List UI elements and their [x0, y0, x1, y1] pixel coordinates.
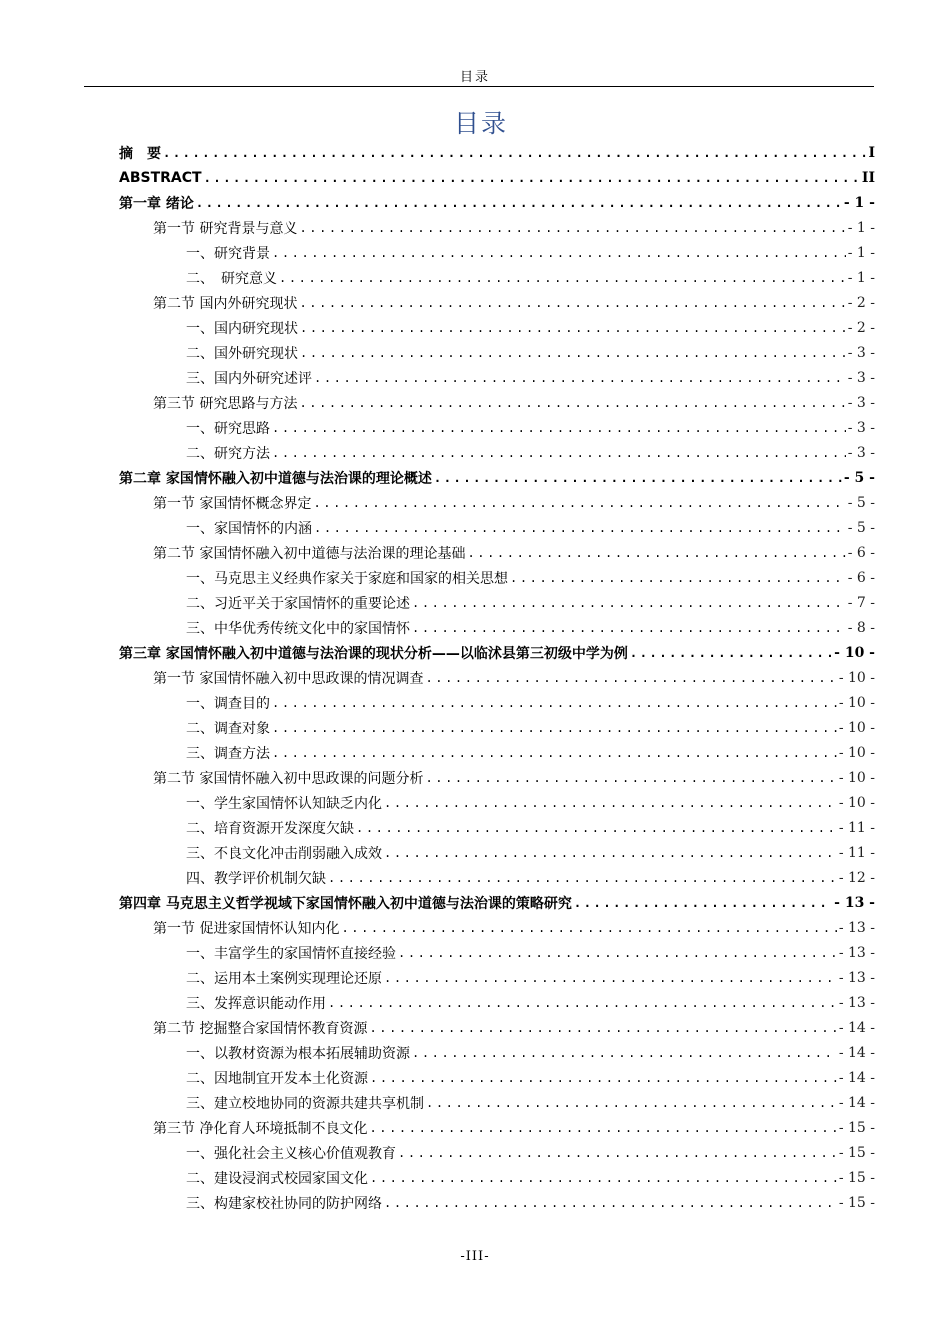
toc-entry[interactable] — [186, 1165, 875, 1190]
toc-leader-dots — [196, 196, 842, 210]
toc-entry-page: - 5 - — [847, 494, 875, 511]
toc-entry-label: 二、 研究意义 — [186, 270, 277, 287]
toc-entry[interactable] — [119, 640, 875, 665]
toc-leader-dots — [630, 646, 832, 660]
toc-entry-page: - 10 - — [838, 744, 875, 761]
toc-entry-page: - 14 - — [838, 1019, 875, 1036]
toc-entry-page: - 3 - — [847, 369, 875, 386]
toc-leader-dots — [384, 1196, 837, 1210]
toc-entry[interactable] — [186, 415, 875, 440]
toc-entry[interactable] — [186, 690, 875, 715]
toc-entry-label: 第二节 挖掘整合家国情怀教育资源 — [153, 1020, 368, 1037]
toc-entry[interactable] — [153, 490, 875, 515]
toc-entry-label: 四、教学评价机制欠缺 — [186, 870, 326, 887]
toc-entry-page: - 3 - — [847, 394, 875, 411]
toc-entry[interactable] — [153, 665, 875, 690]
toc-entry-page: - 15 - — [838, 1144, 875, 1161]
toc-entry-page: - 1 - — [847, 269, 875, 286]
toc-entry-label: 三、中华优秀传统文化中的家国情怀 — [186, 620, 410, 637]
toc-leader-dots — [328, 871, 837, 885]
toc-entry[interactable] — [119, 890, 875, 915]
toc-leader-dots — [369, 1021, 836, 1035]
toc-entry-label: 三、国内外研究述评 — [186, 370, 312, 387]
toc-entry[interactable] — [119, 165, 875, 190]
toc-entry-page: - 10 - — [838, 669, 875, 686]
toc-leader-dots — [204, 171, 860, 185]
toc-leader-dots — [412, 1046, 837, 1060]
toc-leader-dots — [384, 971, 837, 985]
toc-entry-label: 第三节 研究思路与方法 — [153, 395, 298, 412]
toc-entry-page: - 11 - — [838, 844, 875, 861]
toc-entry-page: - 12 - — [838, 869, 875, 886]
toc-leader-dots — [370, 1171, 837, 1185]
toc-entry[interactable] — [153, 1115, 875, 1140]
toc-entry-page: - 15 - — [838, 1119, 875, 1136]
toc-entry-label: 二、国外研究现状 — [186, 345, 298, 362]
toc-leader-dots — [272, 746, 837, 760]
toc-entry[interactable] — [186, 1090, 875, 1115]
toc-entry-page: - 1 - — [847, 219, 875, 236]
toc-entry[interactable] — [186, 1140, 875, 1165]
toc-entry[interactable] — [153, 215, 875, 240]
toc-entry[interactable] — [186, 790, 875, 815]
toc-entry-label: 一、家国情怀的内涵 — [186, 520, 312, 537]
toc-leader-dots — [356, 821, 837, 835]
toc-leader-dots — [384, 846, 837, 860]
toc-entry-label: 二、培育资源开发深度欠缺 — [186, 820, 354, 837]
toc-entry-label: 一、丰富学生的家国情怀直接经验 — [186, 945, 396, 962]
toc-leader-dots — [299, 396, 845, 410]
toc-entry-label: 第二章 家国情怀融入初中道德与法治课的理论概述 — [119, 470, 432, 487]
toc-entry-page: - 3 - — [847, 444, 875, 461]
toc-leader-dots — [299, 296, 845, 310]
toc-entry-page: - 11 - — [838, 819, 875, 836]
toc-entry-label: 三、发挥意识能动作用 — [186, 995, 326, 1012]
toc-entry[interactable] — [186, 365, 875, 390]
toc-entry-page: I — [868, 144, 875, 161]
toc-entry-page: - 1 - — [847, 244, 875, 261]
toc-entry[interactable] — [153, 765, 875, 790]
toc-entry-page: - 8 - — [847, 619, 875, 636]
toc-entry[interactable] — [153, 915, 875, 940]
toc-entry[interactable] — [153, 390, 875, 415]
toc-entry-label: 二、建设浸润式校园家国文化 — [186, 1170, 368, 1187]
toc-leader-dots — [314, 371, 846, 385]
toc-entry-label: 第一节 家国情怀概念界定 — [153, 495, 312, 512]
toc-entry-label: 一、以教材资源为根本拓展辅助资源 — [186, 1045, 410, 1062]
toc-entry[interactable] — [119, 140, 875, 165]
toc-entry-label: 一、国内研究现状 — [186, 320, 298, 337]
toc-leader-dots — [300, 346, 846, 360]
header-rule — [84, 86, 874, 87]
toc-leader-dots — [467, 546, 845, 560]
toc-entry-label: 一、研究背景 — [186, 245, 270, 262]
toc-leader-dots — [398, 946, 837, 960]
toc-entry-label: ABSTRACT — [119, 169, 202, 186]
toc-entry-label: 二、调查对象 — [186, 720, 270, 737]
toc-entry-page: - 13 - — [838, 919, 875, 936]
toc-entry[interactable] — [119, 465, 875, 490]
toc-entry-label: 一、学生家国情怀认知缺乏内化 — [186, 795, 382, 812]
toc-entry[interactable] — [186, 240, 875, 265]
toc-entry-label: 第一节 促进家国情怀认知内化 — [153, 920, 340, 937]
toc-entry-page: - 6 - — [847, 544, 875, 561]
toc-entry-label: 第二节 家国情怀融入初中思政课的问题分析 — [153, 770, 424, 787]
toc-entry-label: 第一章 绪论 — [119, 195, 194, 212]
toc-entry-page: - 6 - — [847, 569, 875, 586]
toc-entry[interactable] — [186, 815, 875, 840]
toc-entry-page: - 1 - — [843, 194, 875, 211]
toc-leader-dots — [426, 1096, 837, 1110]
toc-entry[interactable] — [153, 540, 875, 565]
toc-entry-page: - 14 - — [838, 1044, 875, 1061]
toc-entry[interactable] — [186, 265, 875, 290]
toc-leader-dots — [272, 246, 846, 260]
toc-entry[interactable] — [186, 740, 875, 765]
toc-entry[interactable] — [186, 615, 875, 640]
toc-entry[interactable] — [186, 865, 875, 890]
toc-entry[interactable] — [186, 515, 875, 540]
toc-entry[interactable] — [186, 1190, 875, 1215]
toc-entry-label: 一、研究思路 — [186, 420, 270, 437]
toc-entry-label: 三、调查方法 — [186, 745, 270, 762]
running-header: 目录 — [459, 70, 490, 85]
toc-entry-label: 二、因地制宜开发本土化资源 — [186, 1070, 368, 1087]
toc-entry-page: - 10 - — [838, 794, 875, 811]
toc-entry-label: 三、不良文化冲击削弱融入成效 — [186, 845, 382, 862]
toc-entry-page: - 13 - — [838, 994, 875, 1011]
toc-leader-dots — [279, 271, 846, 285]
toc-entry[interactable] — [186, 715, 875, 740]
toc-entry-page: - 5 - — [847, 519, 875, 536]
toc-leader-dots — [398, 1146, 837, 1160]
toc-entry-label: 二、运用本土案例实现理论还原 — [186, 970, 382, 987]
toc-entry[interactable] — [186, 965, 875, 990]
toc-entry[interactable] — [186, 1065, 875, 1090]
toc-entry[interactable] — [186, 340, 875, 365]
toc-entry-page: - 10 - — [838, 694, 875, 711]
toc-entry-page: - 10 - — [838, 719, 875, 736]
toc-entry-label: 二、研究方法 — [186, 445, 270, 462]
toc-entry-label: 一、调查目的 — [186, 695, 270, 712]
toc-entry-page: - 13 - — [838, 969, 875, 986]
toc-leader-dots — [328, 996, 837, 1010]
toc-entry-page: - 14 - — [838, 1069, 875, 1086]
toc-entry-page: - 10 - — [834, 644, 875, 661]
toc-entry-label: 三、建立校地协同的资源共建共享机制 — [186, 1095, 424, 1112]
toc-entry-page: - 3 - — [847, 419, 875, 436]
toc-entry-page: - 2 - — [847, 319, 875, 336]
toc-entry-page: - 10 - — [838, 769, 875, 786]
toc-entry[interactable] — [153, 1015, 875, 1040]
toc-entry-label: 第四章 马克思主义哲学视域下家国情怀融入初中道德与法治课的策略研究 — [119, 895, 572, 912]
toc-entry-page: - 2 - — [847, 294, 875, 311]
toc-entry[interactable] — [153, 290, 875, 315]
toc-entry-label: 第三章 家国情怀融入初中道德与法治课的现状分析——以临沭县第三初级中学为例 — [119, 645, 628, 662]
toc-leader-dots — [425, 671, 836, 685]
toc-leader-dots — [300, 321, 846, 335]
toc-entry[interactable] — [186, 590, 875, 615]
toc-entry[interactable] — [186, 315, 875, 340]
toc-entry-page: - 7 - — [847, 594, 875, 611]
toc-leader-dots — [272, 696, 837, 710]
toc-entry-page: - 13 - — [834, 894, 875, 911]
toc-leader-dots — [425, 771, 836, 785]
toc-entry-page: - 5 - — [843, 469, 875, 486]
toc-entry[interactable] — [186, 990, 875, 1015]
footer-page-number: -III- — [460, 1249, 490, 1264]
toc-entry-label: 第二节 家国情怀融入初中道德与法治课的理论基础 — [153, 545, 466, 562]
toc-leader-dots — [299, 221, 845, 235]
toc-entry-label: 一、马克思主义经典作家关于家庭和国家的相关思想 — [186, 570, 508, 587]
toc-entry[interactable] — [186, 940, 875, 965]
toc-leader-dots — [510, 571, 846, 585]
toc-leader-dots — [272, 421, 846, 435]
toc-entry-label: 第三节 净化育人环境抵制不良文化 — [153, 1120, 368, 1137]
toc-entry[interactable] — [186, 840, 875, 865]
toc-leader-dots — [272, 721, 837, 735]
toc-leader-dots — [314, 521, 846, 535]
toc-leader-dots — [313, 496, 845, 510]
toc-entry-page: - 15 - — [838, 1194, 875, 1211]
page-title: 目录 — [453, 109, 508, 138]
toc-entry-page: - 14 - — [838, 1094, 875, 1111]
toc-entry-label: 二、习近平关于家国情怀的重要论述 — [186, 595, 410, 612]
toc-leader-dots — [272, 446, 846, 460]
toc-leader-dots — [369, 1121, 836, 1135]
toc-entry[interactable] — [186, 440, 875, 465]
toc-entry-page: II — [861, 169, 875, 186]
toc-entry-label: 三、构建家校社协同的防护网络 — [186, 1195, 382, 1212]
toc-entry-label: 第一节 家国情怀融入初中思政课的情况调查 — [153, 670, 424, 687]
toc-leader-dots — [412, 596, 846, 610]
toc-leader-dots — [163, 146, 866, 160]
toc-entry-page: - 13 - — [838, 944, 875, 961]
toc-leader-dots — [384, 796, 837, 810]
toc-entry[interactable] — [186, 1040, 875, 1065]
toc-leader-dots — [341, 921, 836, 935]
toc-leader-dots — [574, 896, 832, 910]
toc-entry-label: 一、强化社会主义核心价值观教育 — [186, 1145, 396, 1162]
toc-entry-label: 摘 要 — [119, 145, 161, 162]
toc-entry-page: - 3 - — [847, 344, 875, 361]
toc-entry-label: 第一节 研究背景与意义 — [153, 220, 298, 237]
toc-entry-page: - 15 - — [838, 1169, 875, 1186]
toc-leader-dots — [434, 471, 842, 485]
toc-leader-dots — [412, 621, 846, 635]
toc-leader-dots — [370, 1071, 837, 1085]
toc-entry[interactable] — [186, 565, 875, 590]
toc-entry[interactable] — [119, 190, 875, 215]
toc-entry-label: 第二节 国内外研究现状 — [153, 295, 298, 312]
